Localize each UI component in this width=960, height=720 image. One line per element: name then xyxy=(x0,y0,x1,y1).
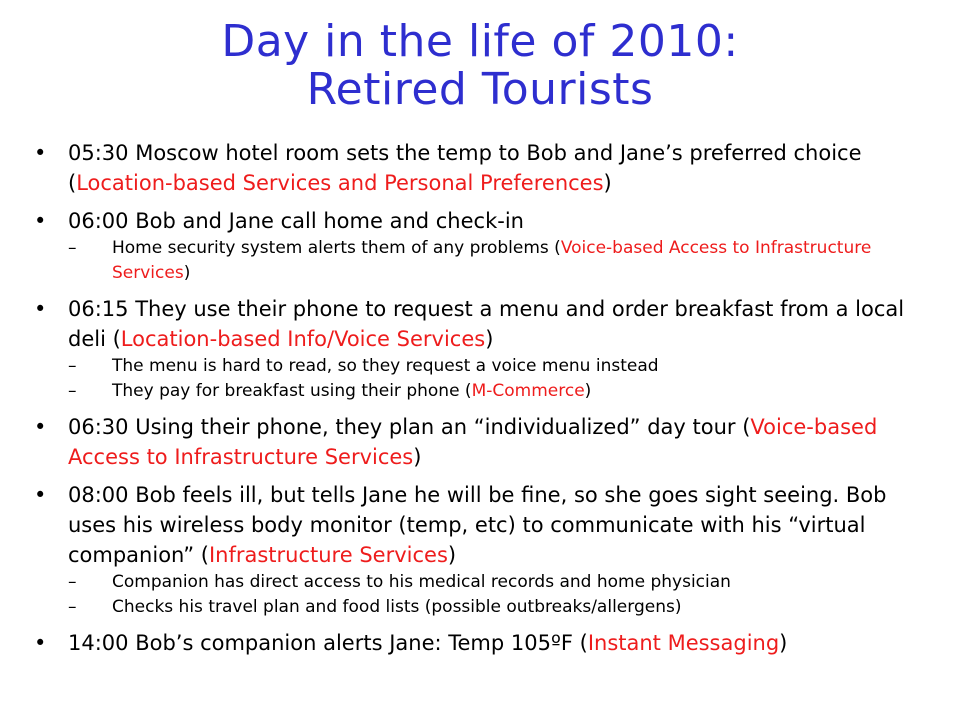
bullet-dot-icon: • xyxy=(34,141,47,165)
bullet-item xyxy=(32,138,932,198)
bullet-text: 08:00 Bob feels ill, but tells Jane he will be fine, so she goes sight seeing. Bob uses his wireless body monitor (temp, etc) to communicate with his “virtual companion” ( xyxy=(68,483,887,567)
bullet-dot-icon: • xyxy=(34,483,47,507)
bullet-highlight: Voice-based Access to Infrastructure Services xyxy=(68,415,878,469)
bullet-dot-icon: • xyxy=(34,631,47,655)
bullet-dot-icon: • xyxy=(34,209,47,233)
bullet-text-end: ) xyxy=(485,327,494,351)
sub-bullet-dash-icon: – xyxy=(68,238,77,258)
title-line-2: Retired Tourists xyxy=(306,64,654,115)
sub-bullet-dash-icon: – xyxy=(68,572,77,592)
sub-bullet-text: They pay for breakfast using their phone ( xyxy=(112,381,472,401)
sub-bullet-dash-icon: – xyxy=(68,597,77,617)
sub-bullet-item xyxy=(32,595,932,620)
slide-title xyxy=(0,18,960,114)
sub-bullet-text: The menu is hard to read, so they request a voice menu instead xyxy=(112,356,659,376)
bullet-dot-icon: • xyxy=(34,297,47,321)
bullet-highlight: Location-based Info/Voice Services xyxy=(120,327,486,351)
bullet-list xyxy=(32,138,932,666)
sub-bullet-text-end: ) xyxy=(584,381,592,401)
sub-bullet-item xyxy=(32,236,932,286)
sub-bullet-dash-icon: – xyxy=(68,381,77,401)
bullet-text-end: ) xyxy=(603,171,612,195)
sub-bullet-item xyxy=(32,379,932,404)
sub-bullet-text: Home security system alerts them of any problems ( xyxy=(112,238,561,258)
sub-bullet-text: Companion has direct access to his medical records and home physician xyxy=(112,572,731,592)
bullet-text: 06:15 They use their phone to request a menu and order breakfast from a local deli ( xyxy=(68,297,905,351)
bullet-dot-icon: • xyxy=(34,415,47,439)
bullet-item xyxy=(32,480,932,620)
sub-bullet-text-end: ) xyxy=(183,263,191,283)
sub-bullet-highlight: Voice-based Access to Infrastructure Services xyxy=(112,238,872,283)
title-line-1: Day in the life of 2010: xyxy=(221,16,739,67)
bullet-text: 06:30 Using their phone, they plan an “individualized” day tour ( xyxy=(68,415,751,439)
bullet-text-end: ) xyxy=(447,543,457,567)
bullet-highlight: Infrastructure Services xyxy=(208,543,448,567)
bullet-highlight: Instant Messaging xyxy=(587,631,780,655)
sub-bullet-highlight: M-Commerce xyxy=(471,381,585,401)
bullet-item xyxy=(32,294,932,404)
bullet-highlight: Location-based Services and Personal Preferences xyxy=(76,171,604,195)
bullet-text: 05:30 Moscow hotel room sets the temp to Bob and Jane’s preferred choice ( xyxy=(68,141,862,195)
bullet-item xyxy=(32,628,932,658)
bullet-item xyxy=(32,412,932,472)
sub-bullet-text: Checks his travel plan and food lists (possible outbreaks/allergens) xyxy=(112,597,682,617)
bullet-text-end: ) xyxy=(413,445,422,469)
bullet-item xyxy=(32,206,932,286)
sub-bullet-dash-icon: – xyxy=(68,356,77,376)
bullet-text: 14:00 Bob’s companion alerts Jane: Temp 105ºF ( xyxy=(68,631,588,655)
bullet-text: 06:00 Bob and Jane call home and check-in xyxy=(68,209,524,233)
bullet-text-end: ) xyxy=(779,631,788,655)
sub-bullet-item xyxy=(32,354,932,379)
sub-bullet-item xyxy=(32,570,932,595)
